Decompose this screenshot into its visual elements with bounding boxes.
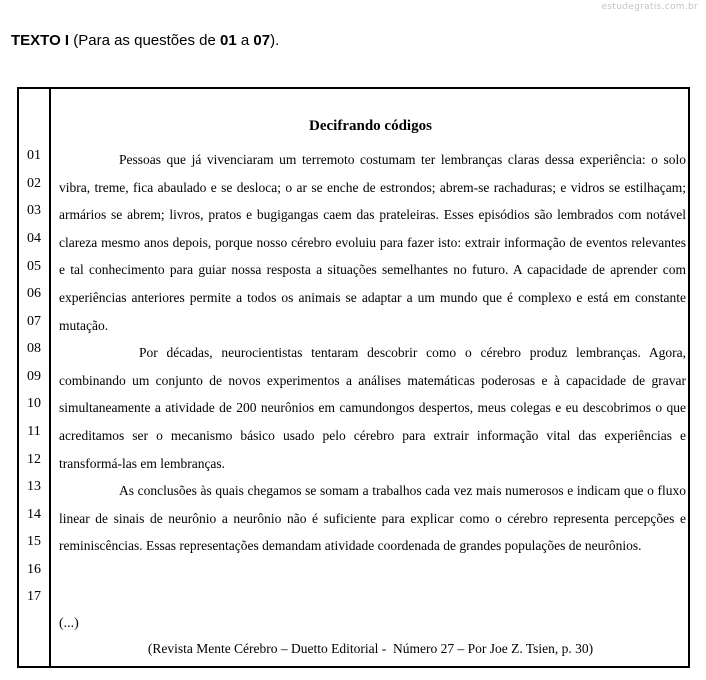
line-number: 08 (27, 341, 41, 356)
site-watermark: estudegratis.com.br (601, 2, 698, 12)
text-source: (Revista Mente Cérebro – Duetto Editorial - Número 27 – Por Joe Z. Tsien, p. 30) (147, 641, 594, 656)
paragraph-2: Por décadas, neurocientistas tentaram descobrir como o cérebro produz lembranças. Agora, combinando um conjunto de novos experimentos a análises matemáticas poderosas e à capacidade de gravar simultaneamente a atividade de 200 neurônios em camundongos despertos, meus colegas e eu descobrimos o que acreditamos ser o mecanismo básico usado pelo cérebro para extrair informação vital das experiências e transformá-las em lembranças. (59, 345, 686, 471)
line-number: 15 (27, 534, 41, 549)
line-number: 02 (27, 176, 41, 191)
heading-to: 07 (253, 32, 271, 49)
paragraph-3: As conclusões às quais chegamos se somam a trabalhos cada vez mais numerosos e indicam que o fluxo linear de sinais de neurônio a neurônio não é suficiente para explicar como o cérebro representa percepções e reminiscências. Essas representações demandam atividade coordenada de grandes populações de neurônios. (59, 483, 686, 554)
line-number: 13 (27, 479, 41, 494)
line-number: 14 (27, 507, 41, 522)
line-number: 12 (27, 452, 41, 467)
line-number: 16 (27, 562, 41, 577)
line-number: 03 (27, 203, 41, 218)
text-frame (17, 87, 690, 668)
line-number: 04 (27, 231, 41, 246)
line-number: 10 (27, 396, 41, 411)
line-number: 01 (27, 148, 41, 163)
line-number-column (19, 89, 51, 666)
heading-part1: (Para as questões de (69, 32, 221, 49)
heading-from: 01 (220, 32, 237, 49)
paragraph-1: Pessoas que já vivenciaram um terremoto costumam ter lembranças claras dessa experiência: o solo vibra, treme, fica abaulado e se desloca; o ar se enche de estrondos; abrem-se rachaduras; e vidros se estilhaçam; armários se abrem; livros, pratos e bugigangas caem das prateleiras. Esses episódios são lembrados com notável clareza mesmo anos depois, porque nosso cérebro evoluiu para fazer isto: extrair informação de eventos relevantes e tal conhecimento para guiar nossa resposta a situações semelhantes no futuro. A capacidade de aprender com experiências anteriores permite a todos os animais se adaptar a um mundo que é complexo e está em constante mutação. (59, 152, 686, 333)
line-number: 07 (27, 314, 41, 329)
text-body (59, 146, 686, 560)
line-number: 05 (27, 259, 41, 274)
text-title: Decifrando códigos (309, 118, 432, 134)
line-number: 06 (27, 286, 41, 301)
line-number: 17 (27, 589, 41, 604)
section-heading (11, 32, 279, 49)
heading-mid: a (236, 32, 254, 49)
heading-end: ). (270, 32, 280, 49)
heading-label: TEXTO I (11, 32, 70, 49)
text-ellipsis: (...) (59, 616, 79, 631)
line-number: 09 (27, 369, 41, 384)
line-number: 11 (27, 424, 41, 439)
